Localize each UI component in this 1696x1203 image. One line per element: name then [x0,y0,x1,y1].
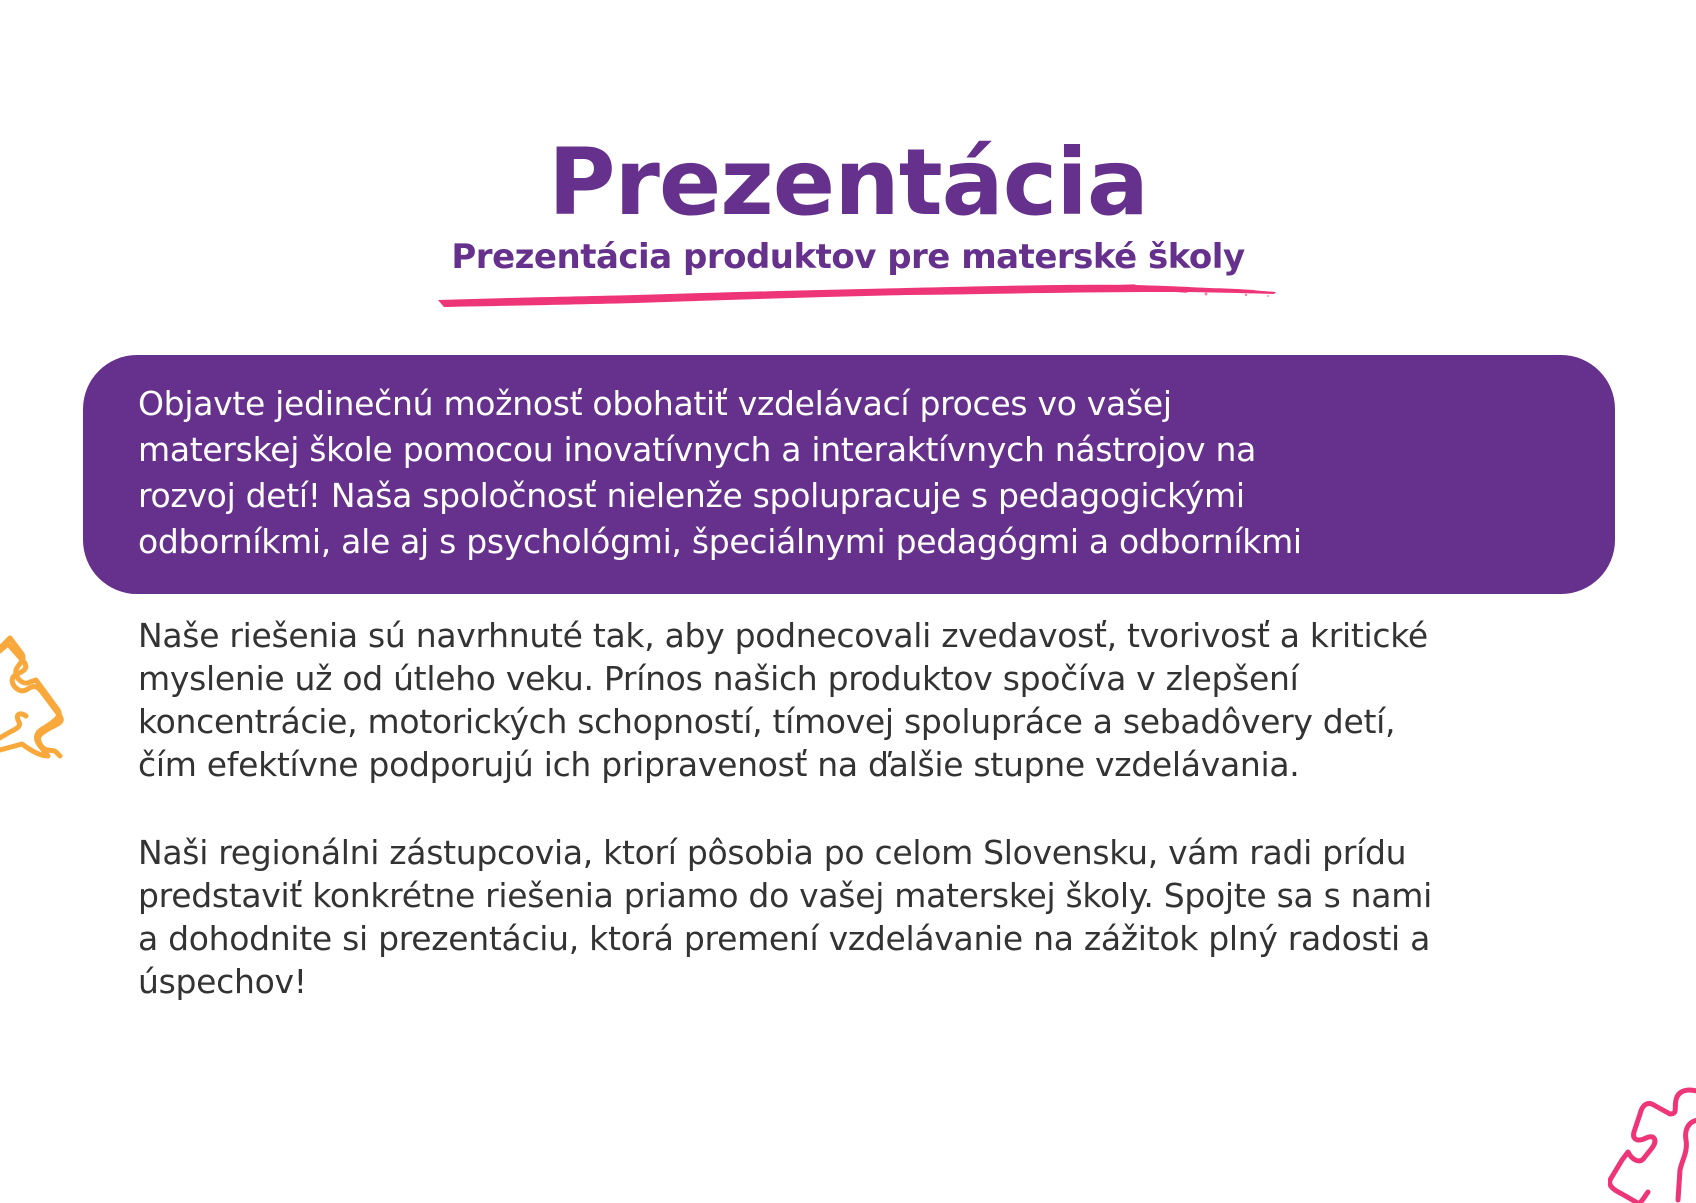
callout-text-line: rozvoj detí! Naša spoločnosť nielenže spolupracuje s pedagogickými [138,476,1245,515]
body-text-line: úspechov! [138,962,307,1001]
body-text-line: a dohodnite si prezentáciu, ktorá premení vzdelávanie na zážitok plný radosti a [138,919,1430,958]
body-text-line: myslenie už od útleho veku. Prínos našich produktov spočíva v zlepšení [138,659,1299,698]
body-text-line: Naši regionálni zástupcovia, ktorí pôsobia po celom Slovensku, vám radi prídu [138,833,1407,872]
puzzle-piece-outline-icon [1608,1080,1696,1203]
page-subtitle: Prezentácia produktov pre materské školy [451,237,1245,277]
body-text-line: koncentrácie, motorických schopností, tímovej spolupráce a sebadôvery detí, [138,702,1396,741]
body-text-line: Naše riešenia sú navrhnuté tak, aby podnecovali zvedavosť, tvorivosť a kritické [138,616,1428,655]
page-title: Prezentácia [548,129,1148,236]
puzzle-piece-outline-icon [0,624,70,760]
callout-text-line: odborníkmi, ale aj s psychológmi, špeciálnymi pedagógmi a odborníkmi [138,522,1302,561]
intro-callout-box [83,355,1615,594]
callout-text-line: materskej škole pomocou inovatívnych a interaktívnych nástrojov na [138,430,1256,469]
body-paragraph-benefits [138,614,1618,786]
body-paragraph-contact [138,831,1618,1003]
body-text-line: čím efektívne podporujú ich pripravenosť na ďalšie stupne vzdelávania. [138,745,1300,784]
body-text-line: predstaviť konkrétne riešenia priamo do vašej materskej školy. Spojte sa s nami [138,876,1432,915]
callout-text-line: Objavte jedinečnú možnosť obohatiť vzdelávací proces vo vašej [138,384,1172,423]
brush-underline-icon [436,280,1278,310]
